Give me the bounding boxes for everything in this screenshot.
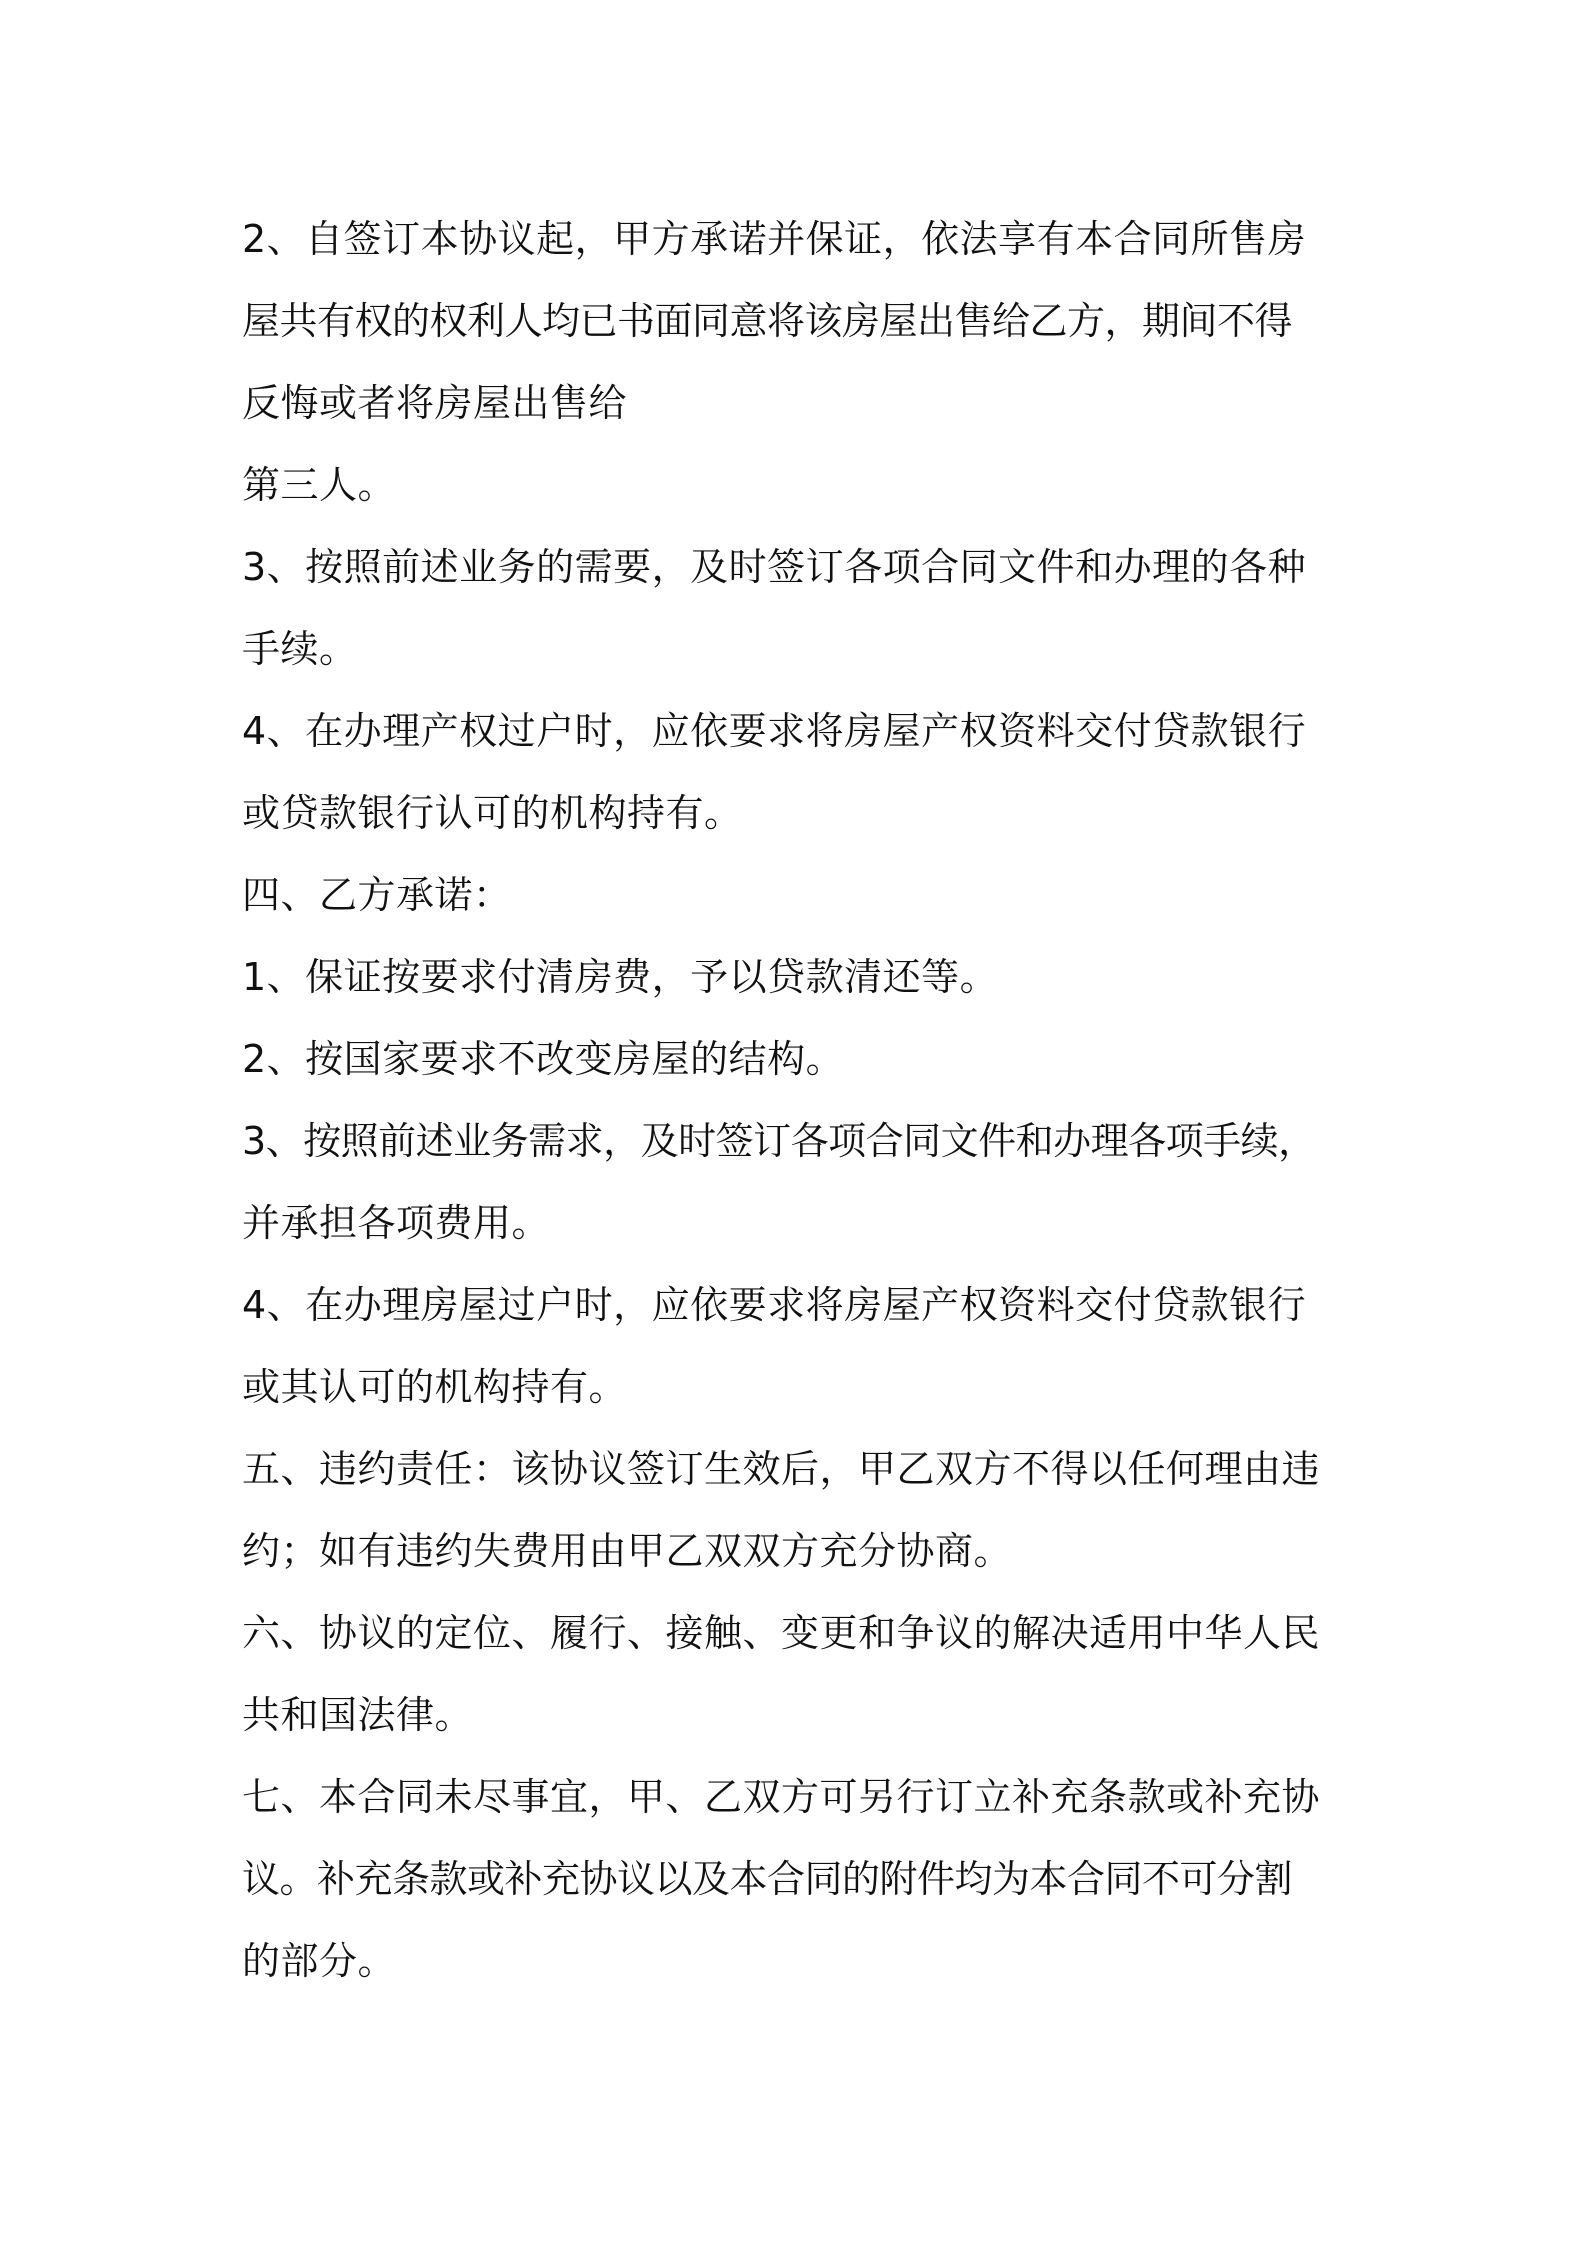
text-line: 或其认可的机构持有。 [242,1365,628,1409]
text-line: 并承担各项费用。 [242,1201,551,1245]
section-heading: 四、乙方承诺： [242,873,512,917]
text-line: 4、在办理产权过户时，应依要求将房屋产权资料交付贷款银行 [242,709,1307,753]
section-heading: 六、协议的定位、履行、接触、变更和争议的解决适用中华人民 [242,1611,1321,1655]
section-heading: 七、本合同未尽事宜，甲、乙双方可另行订立补充条款或补充协 [242,1775,1321,1819]
text-line: 屋共有权的权利人均已书面同意将该房屋出售给乙方，期间不得 [242,299,1293,343]
text-line: 议。补充条款或补充协议以及本合同的附件均为本合同不可分割 [242,1857,1293,1901]
text-line: 的部分。 [242,1939,397,1983]
text-line: 3、按照前述业务的需要，及时签订各项合同文件和办理的各种 [242,545,1307,589]
text-line: 共和国法律。 [242,1693,474,1737]
text-line: 2、按国家要求不改变房屋的结构。 [242,1037,845,1081]
text-line: 或贷款银行认可的机构持有。 [242,791,743,835]
text-line: 2、自签订本协议起，甲方承诺并保证，依法享有本合同所售房 [242,217,1307,261]
text-line: 第三人。 [242,463,397,507]
section-heading: 五、违约责任：该协议签订生效后，甲乙双方不得以任何理由违 [242,1447,1321,1491]
text-line: 4、在办理房屋过户时，应依要求将房屋产权资料交付贷款银行 [242,1283,1307,1327]
text-line: 手续。 [242,627,358,671]
text-line: 约；如有违约失费用由甲乙双双方充分协商。 [242,1529,1013,1573]
text-line: 3、按照前述业务需求，及时签订各项合同文件和办理各项手续， [242,1119,1316,1163]
text-line: 反悔或者将房屋出售给 [242,381,628,425]
text-line: 1、保证按要求付清房费，予以贷款清还等。 [242,955,999,999]
document-body [242,198,1372,2002]
